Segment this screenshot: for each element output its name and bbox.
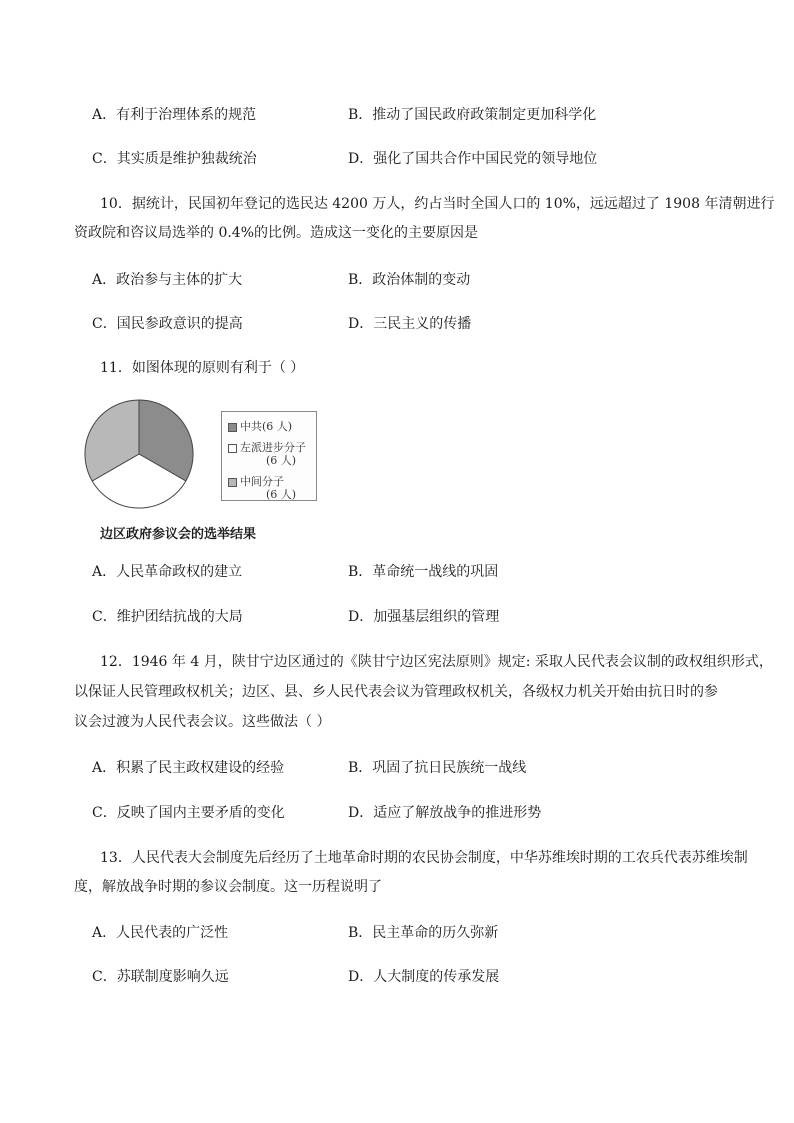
q12-option-c: C．反映了国内主要矛盾的变化 bbox=[92, 805, 285, 821]
legend-count-zuopai: (6 人) bbox=[266, 454, 297, 467]
q10-option-c: C．国民参政意识的提高 bbox=[92, 316, 243, 332]
q10-stem-line1: 10．据统计，民国初年登记的选民达 4200 万人，约占当时全国人口的 10%，远远超过了 1908 年清朝进行 bbox=[100, 196, 775, 212]
legend-count-zhongjian: (6 人) bbox=[266, 488, 297, 501]
q9-option-d: D．强化了国共合作中国民党的领导地位 bbox=[348, 151, 598, 167]
q11-option-d: D．加强基层组织的管理 bbox=[348, 609, 500, 625]
legend-item-zhonggong bbox=[228, 418, 292, 434]
q10-stem-line2: 资政院和咨议局选举的 0.4%的比例。造成这一变化的主要原因是 bbox=[74, 225, 479, 241]
legend-swatch-light bbox=[228, 478, 237, 487]
legend-swatch-dark bbox=[228, 423, 237, 432]
q10-option-b: B．政治体制的变动 bbox=[348, 272, 471, 288]
figure-caption: 边区政府参议会的选举结果 bbox=[100, 527, 257, 542]
q12-option-b: B．巩固了抗日民族统一战线 bbox=[348, 760, 527, 776]
pie-legend bbox=[221, 411, 317, 501]
q10-option-a: A．政治参与主体的扩大 bbox=[92, 272, 243, 288]
q11-option-c: C．维护团结抗战的大局 bbox=[92, 609, 243, 625]
q11-option-a: A．人民革命政权的建立 bbox=[92, 564, 243, 580]
legend-label-zhonggong: 中共(6 人) bbox=[240, 420, 293, 433]
q10-option-d: D．三民主义的传播 bbox=[348, 316, 472, 332]
q12-stem-line3: 议会过渡为人民代表会议。这些做法（ ） bbox=[74, 714, 331, 730]
q13-stem-line2: 度，解放战争时期的参议会制度。这一历程说明了 bbox=[74, 879, 382, 895]
q13-option-a: A．人民代表的广泛性 bbox=[92, 925, 229, 941]
q9-option-a: A．有利于治理体系的规范 bbox=[92, 107, 257, 123]
q13-option-b: B．民主革命的历久弥新 bbox=[348, 925, 499, 941]
legend-label-zuopai: 左派进步分子 bbox=[240, 441, 306, 454]
legend-label-zhongjian: 中间分子 bbox=[240, 475, 284, 488]
legend-swatch-white bbox=[228, 444, 237, 453]
q9-option-c: C．其实质是维护独裁统治 bbox=[92, 151, 257, 167]
pie-chart bbox=[78, 396, 208, 511]
q13-option-d: D．人大制度的传承发展 bbox=[348, 969, 500, 985]
q12-stem-line1: 12．1946 年 4 月，陕甘宁边区通过的《陕甘宁边区宪法原则》规定: 采取人民代表会议制的政权组织形式， bbox=[100, 654, 773, 670]
q12-stem-line2: 以保证人民管理政权机关；边区、县、乡人民代表会议为管理政权机关，各级权力机关开始由抗日时的参 bbox=[74, 684, 718, 700]
q11-stem: 11．如图体现的原则有利于（ ） bbox=[100, 360, 305, 376]
q13-stem-line1: 13．人民代表大会制度先后经历了土地革命时期的农民协会制度，中华苏维埃时期的工农兵代表苏维埃制 bbox=[100, 850, 748, 866]
q11-option-b: B．革命统一战线的巩固 bbox=[348, 564, 499, 580]
q9-option-b: B．推动了国民政府政策制定更加科学化 bbox=[348, 107, 597, 123]
q13-option-c: C．苏联制度影响久远 bbox=[92, 969, 229, 985]
q12-option-a: A．积累了民主政权建设的经验 bbox=[92, 760, 285, 776]
q12-option-d: D．适应了解放战争的推进形势 bbox=[348, 805, 542, 821]
